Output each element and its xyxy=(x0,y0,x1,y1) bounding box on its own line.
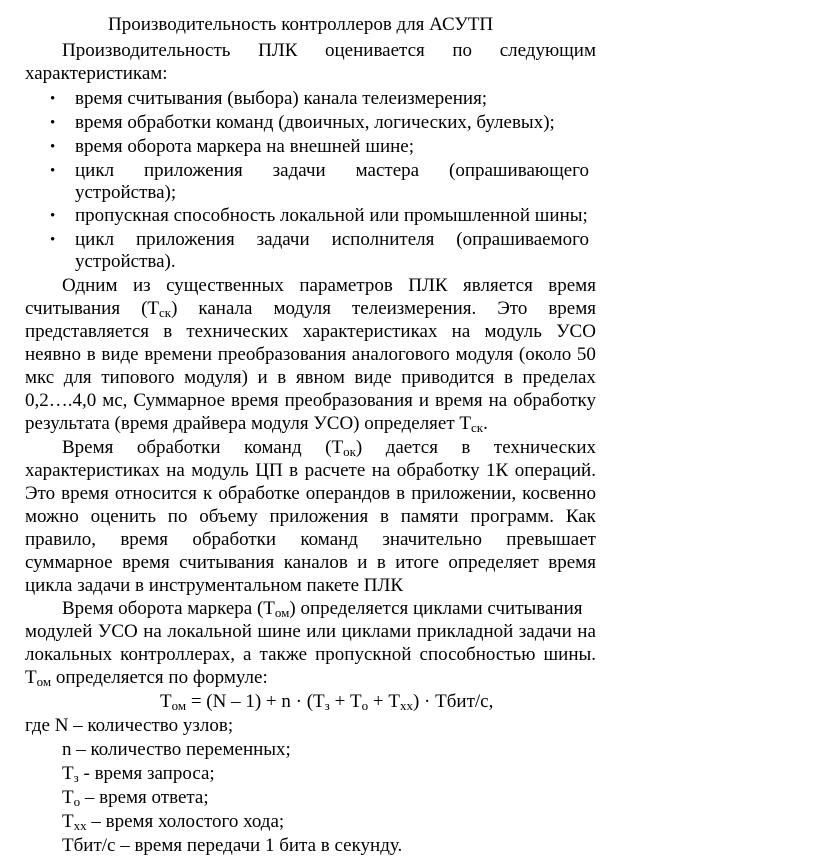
word: 50 xyxy=(576,344,596,365)
word: параметров xyxy=(299,275,393,296)
word: обработки xyxy=(192,529,277,550)
bullet-marker: • xyxy=(50,208,56,224)
word: шине xyxy=(257,621,301,642)
definition-n-vars: n – количество переменных; xyxy=(62,739,291,760)
word: (опрашивающего xyxy=(449,160,589,181)
bullet-marker: • xyxy=(50,115,56,131)
word: Как xyxy=(565,506,596,527)
document-title: Производительность контроллеров для АСУТП xyxy=(108,14,494,35)
word: ЦП xyxy=(255,460,283,481)
word: ПЛК xyxy=(258,40,298,61)
word: суммарное xyxy=(25,552,113,573)
intro-line-1 xyxy=(62,40,596,62)
word: задачи xyxy=(272,160,326,181)
word: характеристиках xyxy=(302,321,438,342)
word: время xyxy=(435,390,483,411)
word: представляется xyxy=(25,321,150,342)
para2-line-5 xyxy=(25,529,596,551)
word: приложения xyxy=(135,229,235,250)
word: приложении, xyxy=(411,483,517,504)
word: время xyxy=(230,390,279,411)
bullet-item-6-line-1 xyxy=(75,229,589,251)
word: способностью xyxy=(419,644,536,665)
word: в xyxy=(503,367,513,388)
para2-line-7: цикла задачи в инструментальном пакете ПЛК xyxy=(25,575,404,596)
bullet-item-2: время обработки команд (двоичных, логических, булевых); xyxy=(75,112,555,133)
word: памяти xyxy=(400,506,459,527)
bullet-marker: • xyxy=(50,163,56,179)
word: а xyxy=(243,644,252,665)
word: или xyxy=(306,621,337,642)
word: на xyxy=(451,321,471,342)
bullet-marker: • xyxy=(50,139,56,155)
word: ПЛК xyxy=(408,275,448,296)
word: на xyxy=(371,460,391,481)
word: преобразования xyxy=(217,344,347,365)
word: 1К xyxy=(486,460,509,481)
para2-line-6 xyxy=(25,552,596,574)
word: в xyxy=(289,460,299,481)
word: объему xyxy=(199,506,258,527)
word: мкс xyxy=(25,367,55,388)
para1-line-5 xyxy=(25,367,596,389)
word: и xyxy=(357,552,368,573)
definition-n: где N – количество узлов; xyxy=(25,715,234,736)
word: виде xyxy=(101,344,139,365)
word: обработку xyxy=(396,460,480,481)
word: характеристиках xyxy=(25,460,160,481)
word: на xyxy=(488,390,508,411)
word: в xyxy=(86,344,96,365)
word: по xyxy=(167,506,188,527)
word: программ. xyxy=(470,506,555,527)
word: в xyxy=(396,483,406,504)
bullet-item-5: пропускная способность локальной или промышленной шины; xyxy=(75,205,588,226)
word: на xyxy=(166,460,185,481)
para1-line-4 xyxy=(25,344,596,366)
word: пропускной xyxy=(315,644,412,665)
word: следующим xyxy=(499,40,596,61)
para1-line-7: результата (время драйвера модуля УСО) определяет $Т_{ск}$. xyxy=(25,413,488,435)
word: явном xyxy=(295,367,345,388)
word: Одним xyxy=(62,275,118,296)
definition-to: $Т_о$ – время ответа; xyxy=(62,787,209,809)
word: задачи xyxy=(256,229,310,250)
word: Это xyxy=(25,483,56,504)
para2-line-2 xyxy=(25,460,596,482)
word: считывания xyxy=(179,552,275,573)
word: по xyxy=(452,40,473,61)
para3-line-4: $Т_{ом}$ определяется по формуле: xyxy=(25,667,268,689)
word: время xyxy=(120,529,168,550)
word: расчете xyxy=(304,460,366,481)
word: цикл xyxy=(75,229,115,250)
word: на xyxy=(577,621,596,642)
bullet-item-4-line-1 xyxy=(75,160,589,182)
word: правило, xyxy=(25,529,96,550)
word: времени xyxy=(144,344,213,365)
word: значительно xyxy=(382,529,482,550)
word: 0,2….4,0 xyxy=(25,390,97,411)
word: косвенно xyxy=(522,483,596,504)
word: неявно xyxy=(25,344,81,365)
word: УСО xyxy=(556,321,596,342)
word: цикл xyxy=(75,160,115,181)
word: прикладной xyxy=(416,621,514,642)
word: из xyxy=(132,275,151,296)
word: оценивается xyxy=(325,40,425,61)
word: Производительность xyxy=(62,40,231,61)
word: преобразования xyxy=(284,390,413,411)
word: типового xyxy=(101,367,175,388)
para1-line-2: считывания $(Т_{ск})$ канала модуля телеизмерения. Это время xyxy=(25,298,596,320)
word: приложения xyxy=(144,160,243,181)
word: оценить xyxy=(90,506,157,527)
word: операций. xyxy=(514,460,596,481)
word: и xyxy=(418,390,430,411)
word: циклами xyxy=(341,621,412,642)
bullet-item-4-line-2: устройства); xyxy=(75,182,177,203)
para3-line-1: Время оборота маркера $(Т_{ом})$ определяется циклами считывания xyxy=(62,598,583,620)
word: обработке xyxy=(218,483,300,504)
definition-tbit: Тбит/с – время передачи 1 бита в секунду. xyxy=(62,835,403,856)
word: технических xyxy=(186,321,289,342)
word: модуль xyxy=(191,460,249,481)
intro-line-2: характеристикам: xyxy=(25,63,168,84)
para2-line-1: Время обработки команд $(Т_{ок})$ дается в технических xyxy=(62,437,597,459)
word: модуль xyxy=(484,321,542,342)
bullet-item-3: время оборота маркера на внешней шине; xyxy=(75,136,415,157)
word: операндов xyxy=(305,483,391,504)
word: можно xyxy=(25,506,79,527)
word: обработку xyxy=(513,390,596,411)
word: (опрашиваемого xyxy=(456,229,589,250)
word: (около xyxy=(518,344,572,365)
para1-line-1 xyxy=(62,275,596,297)
para3-line-3 xyxy=(25,644,596,666)
bullet-item-6-line-2: устройства). xyxy=(75,251,176,272)
para1-line-6 xyxy=(25,390,596,412)
bullet-marker: • xyxy=(50,232,56,248)
word: модуля xyxy=(455,344,514,365)
word: к xyxy=(202,483,213,504)
word: пределах xyxy=(522,367,596,388)
formula: $Т_{ом} = (N - 1) + n \cdot (Т_з + Т_о + Т_{хх})$ · Тбит/с, xyxy=(160,691,494,713)
word: относится xyxy=(114,483,197,504)
word: для xyxy=(63,367,92,388)
word: приложения xyxy=(269,506,369,527)
para1-line-3 xyxy=(25,321,596,343)
word: в xyxy=(163,321,173,342)
word: виде xyxy=(354,367,392,388)
para3-line-2 xyxy=(25,621,596,643)
word: приводится xyxy=(401,367,495,388)
word: в xyxy=(277,367,287,388)
word: также xyxy=(259,644,308,665)
word: является xyxy=(463,275,533,296)
word: мс, xyxy=(102,390,128,411)
definition-tz: $Т_з$ - время запроса; xyxy=(62,763,215,785)
word: в xyxy=(376,552,386,573)
word: существенных xyxy=(166,275,284,296)
word: каналов xyxy=(283,552,348,573)
bullet-marker: • xyxy=(50,91,56,107)
word: контроллерах, xyxy=(120,644,235,665)
word: время xyxy=(548,552,596,573)
word: время xyxy=(61,483,109,504)
word: модулей xyxy=(25,621,93,642)
word: превышает xyxy=(506,529,596,550)
word: локальной xyxy=(167,621,252,642)
word: модуля) xyxy=(184,367,248,388)
word: на xyxy=(143,621,162,642)
word: время xyxy=(122,552,170,573)
word: время xyxy=(548,275,596,296)
word: мастера xyxy=(355,160,420,181)
para2-line-4 xyxy=(25,506,596,528)
word: шины. xyxy=(543,644,596,665)
word: итоге xyxy=(395,552,439,573)
word: команд xyxy=(300,529,358,550)
definition-txx: $Т_{хх}$ – время холостого хода; xyxy=(62,811,285,833)
word: локальных xyxy=(25,644,113,665)
word: Суммарное xyxy=(133,390,226,411)
word: и xyxy=(257,367,268,388)
word: исполнителя xyxy=(331,229,435,250)
word: определяет xyxy=(448,552,539,573)
word: задачи xyxy=(518,621,572,642)
para2-line-3 xyxy=(25,483,596,505)
word: УСО xyxy=(97,621,138,642)
bullet-item-1: время считывания (выбора) канала телеизмерения; xyxy=(75,88,488,109)
word: в xyxy=(379,506,389,527)
word: аналогового xyxy=(351,344,450,365)
